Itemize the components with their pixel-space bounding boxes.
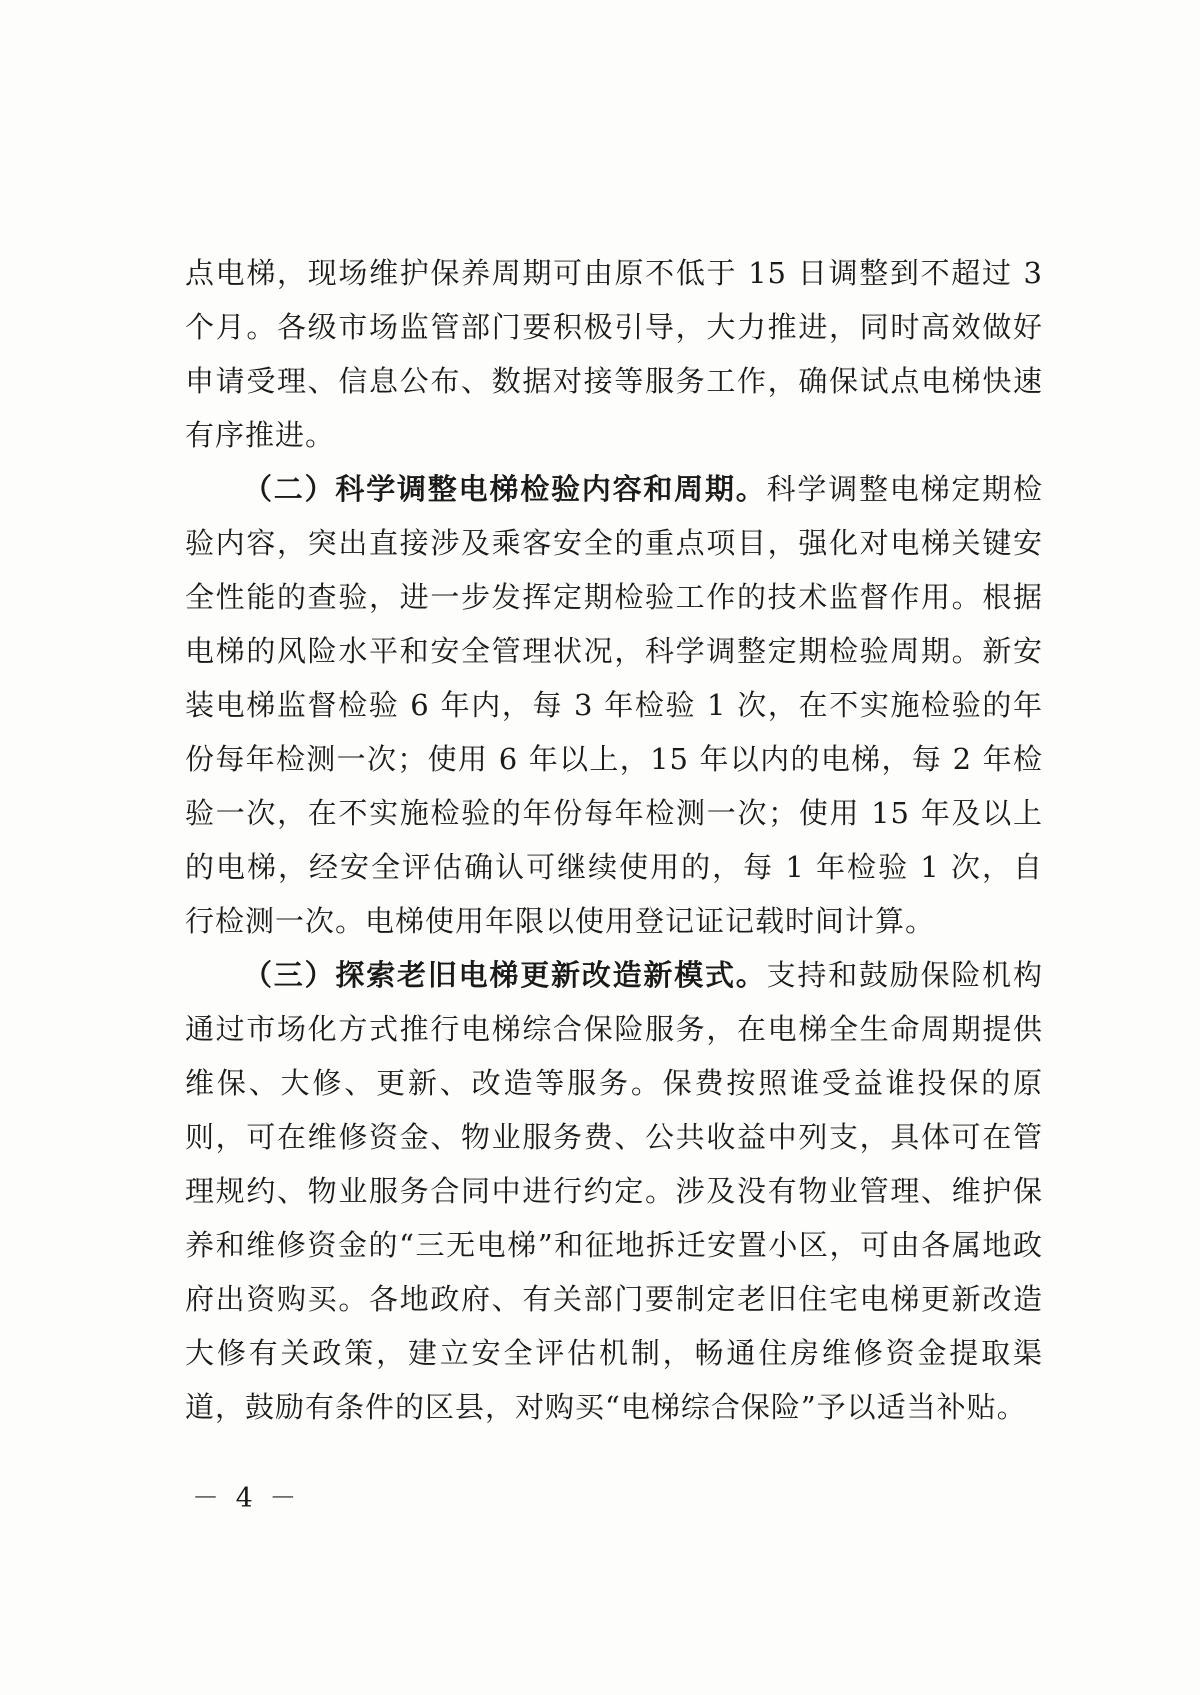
section-heading: （三）探索老旧电梯更新改造新模式。	[243, 958, 767, 992]
paragraph-continuation	[185, 246, 1043, 462]
paragraph-text: 点电梯，现场维护保养周期可由原不低于 15 日调整到不超过 3 个月。各级市场监管部门要积极引导，大力推进，同时高效做好申请受理、信息公布、数据对接等服务工作，确保试点电梯快速有序推进。	[185, 256, 1043, 452]
page-number: － 4 －	[192, 1483, 301, 1514]
paragraph-text: 支持和鼓励保险机构通过市场化方式推行电梯综合保险服务，在电梯全生命周期提供维保、大修、更新、改造等服务。保费按照谁受益谁投保的原则，可在维修资金、物业服务费、公共收益中列支，具体可在管理规约、物业服务合同中进行约定。涉及没有物业管理、维护保养和维修资金的“三无电梯”和征地拆迁安置小区，可由各属地政府出资购买。各地政府、有关部门要制定老旧住宅电梯更新改造大修有关政策，建立安全评估机制，畅通住房维修资金提取渠道，鼓励有条件的区县，对购买“电梯综合保险”予以适当补贴。	[185, 958, 1043, 1424]
section-heading: （二）科学调整电梯检验内容和周期。	[243, 472, 767, 506]
document-body	[185, 246, 1043, 1434]
paragraph-section-3	[185, 948, 1043, 1434]
paragraph-section-2	[185, 462, 1043, 948]
paragraph-text: 科学调整电梯定期检验内容，突出直接涉及乘客安全的重点项目，强化对电梯关键安全性能的查验，进一步发挥定期检验工作的技术监督作用。根据电梯的风险水平和安全管理状况，科学调整定期检验周期。新安装电梯监督检验 6 年内，每 3 年检验 1 次，在不实施检验的年份每年检测一次；使用 6 年以上，15 年以内的电梯，每 2 年检验一次，在不实施检验的年份每年检测一次；使用 15 年及以上的电梯，经安全评估确认可继续使用的，每 1 年检验 1 次，自行检测一次。电梯使用年限以使用登记证记载时间计算。	[185, 472, 1043, 938]
